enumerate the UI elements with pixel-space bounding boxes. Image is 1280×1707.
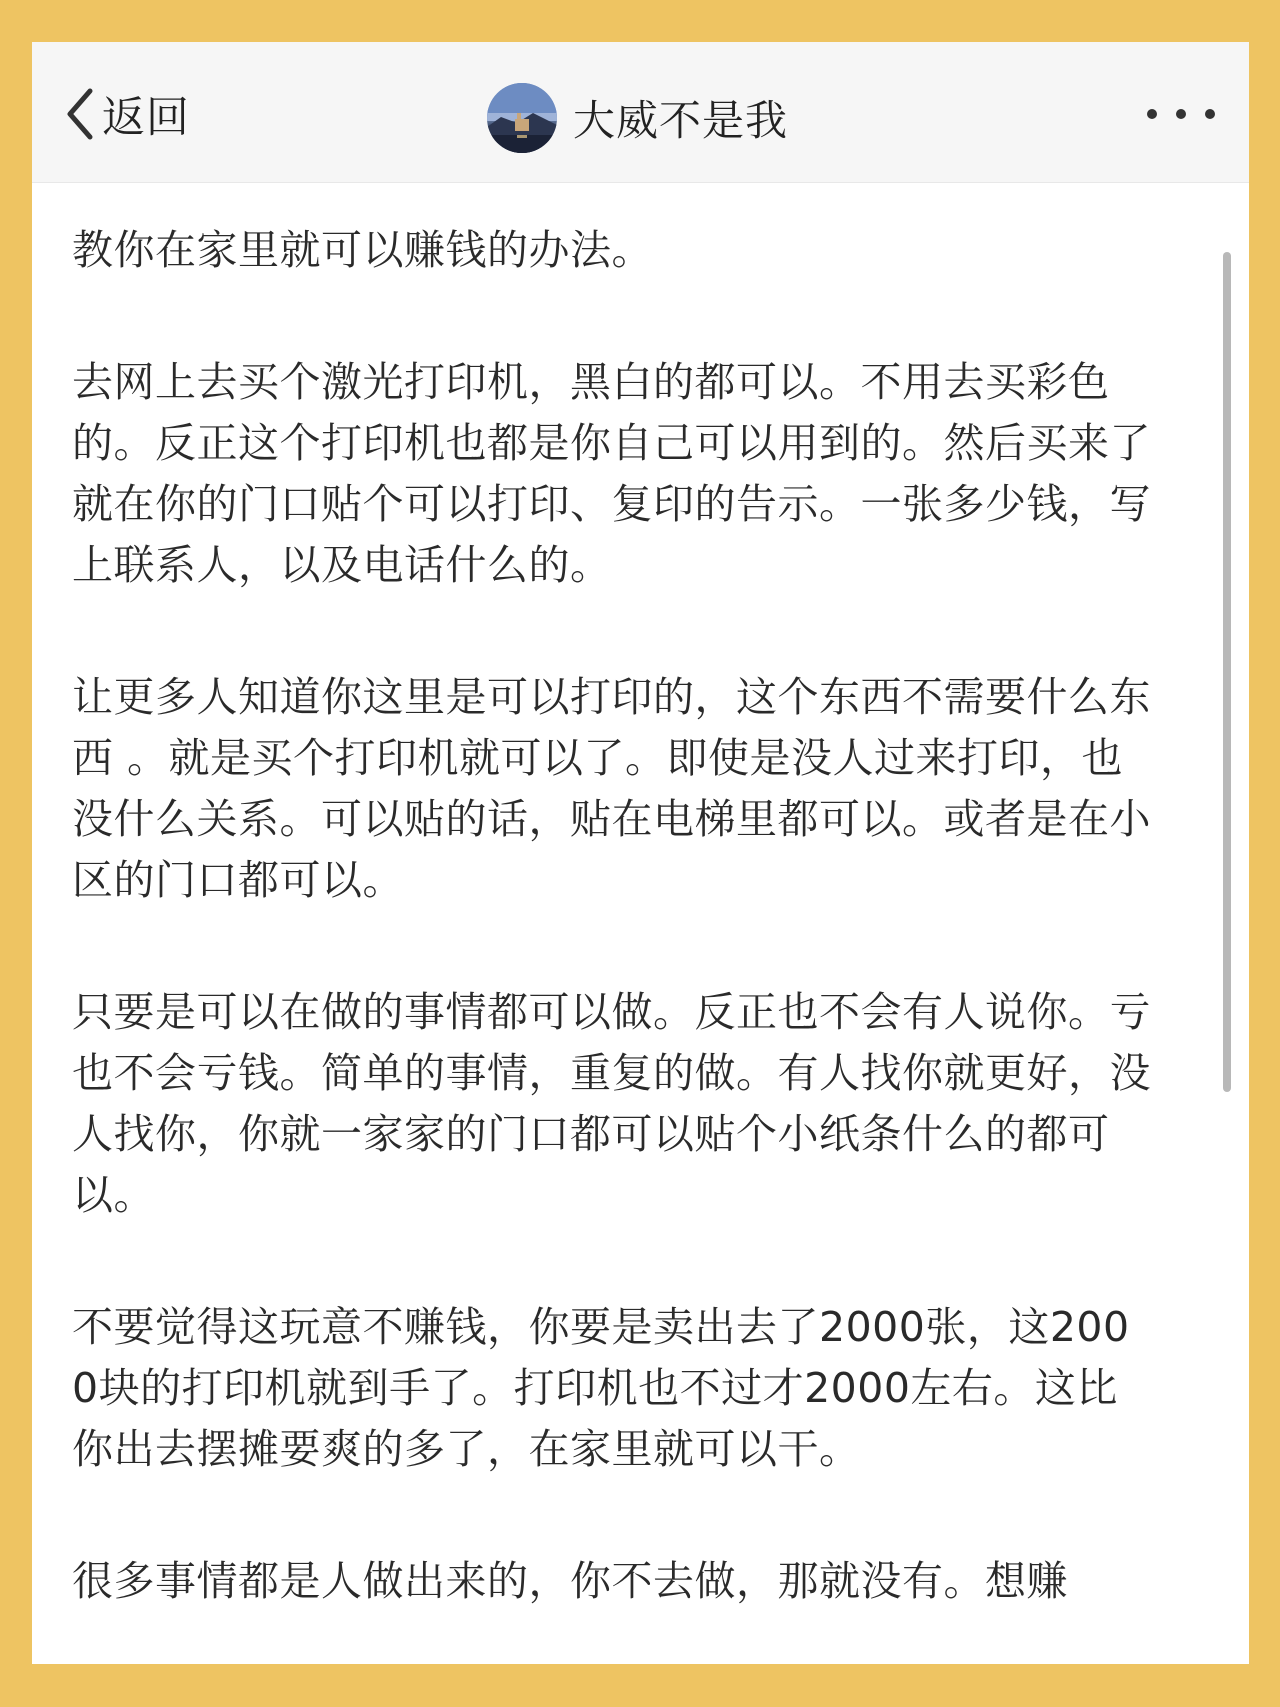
chevron-left-icon — [62, 85, 98, 143]
post-paragraph: 去网上去买个激光打印机，黑白的都可以。不用去买彩色的。反正这个打印机也都是你自己可以用到的。然后买来了就在你的门口贴个可以打印、复印的告示。一张多少钱，写上联系人，以及电话什么的。 — [72, 358, 1151, 589]
avatar-image — [487, 83, 557, 153]
post-paragraph: 很多事情都是人做出来的，你不去做，那就没有。想赚 — [72, 1557, 1068, 1605]
app-screen — [32, 42, 1249, 1664]
back-button[interactable] — [62, 84, 190, 144]
post-paragraph: 让更多人知道你这里是可以打印的，这个东西不需要什么东西 。就是买个打印机就可以了。即使是没人过来打印，也没什么关系。可以贴的话，贴在电梯里都可以。或者是在小区的门口都可以。 — [72, 673, 1151, 904]
more-dots-icon — [1205, 109, 1215, 119]
more-dots-icon — [1176, 109, 1186, 119]
post-paragraph: 教你在家里就可以赚钱的办法。 — [72, 226, 653, 274]
post-paragraph: 不要觉得这玩意不赚钱，你要是卖出去了2000张，这2000块的打印机就到手了。打印机也不过才2000左右。这比你出去摆摊要爽的多了，在家里就可以干。 — [72, 1303, 1130, 1473]
author-name[interactable]: 大威不是我 — [573, 96, 789, 145]
top-navigation-bar — [32, 42, 1249, 183]
vertical-scrollbar[interactable] — [1223, 252, 1231, 1092]
author-profile[interactable] — [487, 82, 788, 154]
post-body — [72, 182, 1152, 1664]
avatar[interactable] — [487, 83, 557, 153]
back-label: 返回 — [102, 92, 190, 143]
more-options-button[interactable] — [1147, 100, 1215, 128]
post-paragraph: 只要是可以在做的事情都可以做。反正也不会有人说你。亏也不会亏钱。简单的事情，重复的做。有人找你就更好，没人找你，你就一家家的门口都可以贴个小纸条什么的都可以。 — [72, 988, 1151, 1219]
more-dots-icon — [1147, 109, 1157, 119]
